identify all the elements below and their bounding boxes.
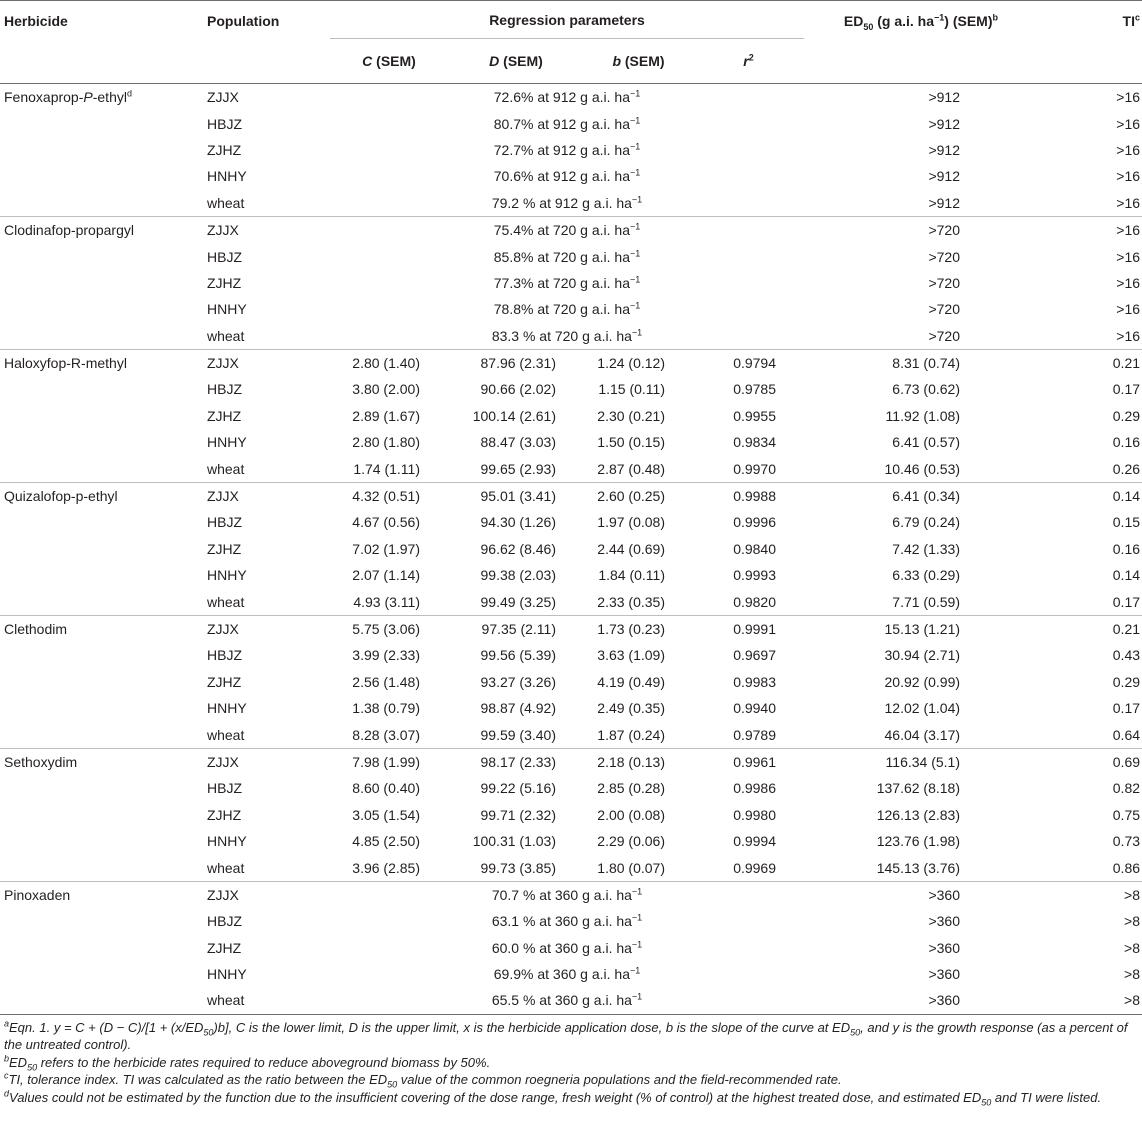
population-cell: ZJJX bbox=[203, 349, 330, 376]
ti-cell: 0.86 bbox=[1112, 859, 1141, 876]
population-cell: ZJJX bbox=[203, 482, 330, 509]
table-row bbox=[0, 615, 1142, 642]
herbicide-name bbox=[0, 961, 203, 987]
ti-cell: 0.29 bbox=[1112, 673, 1141, 690]
population-cell: ZJHZ bbox=[207, 141, 242, 158]
d-sem-cell: 99.59 (3.40) bbox=[480, 726, 556, 743]
ti-cell: >16 bbox=[1116, 115, 1141, 132]
d-sem-cell: 99.38 (2.03) bbox=[480, 567, 556, 584]
ed50-cell: >912 bbox=[928, 141, 961, 158]
header-ti: $TI^c$ bbox=[1122, 12, 1141, 29]
ti-cell: 0.82 bbox=[1112, 780, 1141, 797]
table-row bbox=[0, 642, 1142, 668]
ti-cell: >8 bbox=[1038, 881, 1142, 908]
ed50-cell: >360 bbox=[928, 939, 961, 956]
herbicide-name bbox=[0, 987, 203, 1014]
header-ed50: $ED_{50}$ (g a.i. $ha^{-1}$) (SEM)$^b$ bbox=[843, 12, 999, 32]
r2-cell: 0.9789 bbox=[733, 726, 777, 743]
d-sem-cell: 93.27 (3.26) bbox=[480, 673, 556, 690]
table-row bbox=[0, 987, 1142, 1014]
r2-cell: 0.9961 bbox=[693, 748, 804, 775]
ed50-cell: >360 bbox=[928, 913, 961, 930]
population-cell: HNHY bbox=[207, 833, 247, 850]
ed50-cell: 46.04 (3.17) bbox=[884, 726, 961, 743]
ti-cell: 0.64 bbox=[1112, 726, 1141, 743]
d-sem-cell: 90.66 (2.02) bbox=[480, 381, 556, 398]
d-sem-cell: 94.30 (1.26) bbox=[480, 514, 556, 531]
fresh-weight-cell: 72.7% at 912 g a.i. $ha^{-1}$ bbox=[493, 141, 641, 158]
header-b-sem: b (SEM) bbox=[612, 53, 665, 69]
table-row bbox=[0, 854, 1142, 881]
c-sem-cell: 3.96 (2.85) bbox=[352, 859, 420, 876]
d-sem-cell: 99.56 (5.39) bbox=[480, 647, 556, 664]
d-sem-cell: 99.22 (5.16) bbox=[480, 780, 556, 797]
ti-cell: 0.73 bbox=[1112, 833, 1141, 850]
d-sem-cell: 95.01 (3.41) bbox=[448, 482, 584, 509]
population-cell: ZJHZ bbox=[207, 673, 242, 690]
d-sem-cell: 99.65 (2.93) bbox=[480, 460, 556, 477]
population-cell: ZJHZ bbox=[207, 274, 242, 291]
ti-cell: 0.75 bbox=[1112, 806, 1141, 823]
table-row bbox=[0, 908, 1142, 934]
r2-cell: 0.9834 bbox=[733, 434, 777, 451]
herbicide-name bbox=[0, 721, 203, 748]
table-row bbox=[0, 695, 1142, 721]
population-cell: ZJJX bbox=[203, 881, 330, 908]
b-sem-cell: 1.84 (0.11) bbox=[598, 567, 665, 584]
herbicide-name bbox=[0, 802, 203, 828]
c-sem-cell: 1.74 (1.11) bbox=[353, 460, 420, 477]
herbicide-name: Sethoxydim bbox=[0, 748, 203, 775]
b-sem-cell: 2.29 (0.06) bbox=[597, 833, 665, 850]
d-sem-cell: 98.17 (2.33) bbox=[448, 748, 584, 775]
ed50-cell: 123.76 (1.98) bbox=[876, 833, 961, 850]
ed50-cell: >360 bbox=[804, 987, 1038, 1014]
ti-cell: >16 bbox=[1116, 248, 1141, 265]
ed50-cell: 116.34 (5.1) bbox=[804, 748, 1038, 775]
herbicide-name bbox=[0, 935, 203, 961]
ed50-cell: 7.71 (0.59) bbox=[892, 593, 961, 610]
d-sem-cell: 98.87 (4.92) bbox=[480, 700, 556, 717]
herbicide-name bbox=[0, 270, 203, 296]
population-cell: HBJZ bbox=[207, 248, 242, 265]
ti-cell: >16 bbox=[1116, 327, 1141, 344]
population-cell: ZJJX bbox=[203, 615, 330, 642]
d-sem-cell: 99.73 (3.85) bbox=[480, 859, 556, 876]
population-cell: ZJHZ bbox=[207, 540, 242, 557]
table-body bbox=[0, 84, 1142, 1015]
ti-cell: >16 bbox=[1116, 274, 1141, 291]
ed50-cell: 12.02 (1.04) bbox=[884, 700, 961, 717]
b-sem-cell: 2.60 (0.25) bbox=[584, 482, 693, 509]
d-sem-cell: 99.49 (3.25) bbox=[480, 593, 556, 610]
ti-cell: 0.21 bbox=[1038, 349, 1142, 376]
d-sem-cell: 87.96 (2.31) bbox=[448, 349, 584, 376]
r2-cell: 0.9794 bbox=[693, 349, 804, 376]
r2-cell: 0.9996 bbox=[733, 514, 777, 531]
ed50-cell: 15.13 (1.21) bbox=[804, 615, 1038, 642]
ti-cell: 0.16 bbox=[1112, 540, 1141, 557]
herbicide-name bbox=[0, 588, 203, 615]
fresh-weight-cell: 80.7% at 912 g a.i. $ha^{-1}$ bbox=[493, 114, 641, 132]
header-herbicide: Herbicide bbox=[4, 13, 68, 29]
header-regression-parameters: Regression parameters bbox=[330, 1, 804, 39]
c-sem-cell: 2.89 (1.67) bbox=[352, 407, 420, 424]
ti-cell: 0.17 bbox=[1112, 593, 1141, 610]
herbicide-name: Pinoxaden bbox=[0, 881, 203, 908]
b-sem-cell: 2.85 (0.28) bbox=[597, 780, 665, 797]
c-sem-cell: 1.38 (0.79) bbox=[352, 700, 420, 717]
table-row bbox=[0, 110, 1142, 136]
c-sem-cell: 8.28 (3.07) bbox=[352, 726, 420, 743]
b-sem-cell: 1.24 (0.12) bbox=[584, 349, 693, 376]
fresh-weight-cell: 79.2 % at 912 g a.i. $ha^{-1}$ bbox=[491, 194, 643, 211]
fresh-weight-cell: 70.7 % at 360 g a.i. $ha^{-1}$ bbox=[330, 881, 804, 908]
b-sem-cell: 1.80 (0.07) bbox=[597, 859, 665, 876]
d-sem-cell: 100.31 (1.03) bbox=[472, 833, 556, 850]
r2-cell: 0.9994 bbox=[733, 833, 777, 850]
footnotes bbox=[0, 1015, 1142, 1107]
b-sem-cell: 2.18 (0.13) bbox=[584, 748, 693, 775]
ed50-cell: >912 bbox=[928, 89, 961, 106]
ed50-cell: >912 bbox=[928, 115, 961, 132]
ti-cell: >8 bbox=[1124, 966, 1141, 983]
population-cell: ZJJX bbox=[203, 748, 330, 775]
ti-cell: >16 bbox=[1116, 141, 1141, 158]
r2-cell: 0.9840 bbox=[733, 540, 777, 557]
b-sem-cell: 1.87 (0.24) bbox=[597, 726, 665, 743]
table-row bbox=[0, 669, 1142, 695]
herbicide-name bbox=[0, 828, 203, 854]
b-sem-cell: 1.15 (0.11) bbox=[598, 381, 665, 398]
ti-cell: >16 bbox=[1116, 89, 1141, 106]
table-row bbox=[0, 881, 1142, 908]
c-sem-cell: 4.93 (3.11) bbox=[353, 593, 420, 610]
herbicide-name: Clodinafop-propargyl bbox=[0, 216, 203, 243]
population-cell: HNHY bbox=[207, 301, 247, 318]
herbicide-name: Haloxyfop-R-methyl bbox=[0, 349, 203, 376]
d-sem-cell: 99.71 (2.32) bbox=[480, 806, 556, 823]
ed50-cell: 6.79 (0.24) bbox=[892, 514, 961, 531]
c-sem-cell: 3.80 (2.00) bbox=[352, 381, 420, 398]
ti-cell: >16 bbox=[1116, 168, 1141, 185]
herbicide-name bbox=[0, 323, 203, 350]
d-sem-cell: 96.62 (8.46) bbox=[480, 540, 556, 557]
population-cell: HNHY bbox=[207, 567, 247, 584]
population-cell: HBJZ bbox=[207, 381, 242, 398]
r2-cell: 0.9993 bbox=[733, 567, 777, 584]
r2-cell: 0.9986 bbox=[733, 780, 777, 797]
r2-cell: 0.9983 bbox=[733, 673, 777, 690]
ti-cell: 0.16 bbox=[1112, 434, 1141, 451]
table-row bbox=[0, 455, 1142, 482]
b-sem-cell: 4.19 (0.49) bbox=[597, 673, 665, 690]
footnote-b: $^bED_{50}$ refers to the herbicide rates required to reduce aboveground biomass by 50%. bbox=[4, 1053, 491, 1073]
ti-cell: 0.15 bbox=[1112, 514, 1141, 531]
ed50-cell: 6.41 (0.57) bbox=[892, 434, 961, 451]
table-row bbox=[0, 84, 1142, 111]
fresh-weight-cell: 63.1 % at 360 g a.i. $ha^{-1}$ bbox=[491, 912, 643, 930]
ti-cell: 0.43 bbox=[1112, 647, 1141, 664]
table-row bbox=[0, 721, 1142, 748]
population-cell: wheat bbox=[207, 593, 245, 610]
table-row bbox=[0, 562, 1142, 588]
footnote-a: $^a$Eqn. 1. $y = C + (D - C)/[1 + (x/ED_{50})b]$, C is the lower limit, D is the upper limit, x is the herbicide application dose, b is the slope of the curve at $ED_{50}$, and y is the growth response (as a percent of the untreated control). bbox=[4, 1018, 1128, 1053]
ed50-cell: >360 bbox=[928, 966, 961, 983]
ti-cell: >16 bbox=[1116, 301, 1141, 318]
herbicide-name bbox=[0, 509, 203, 535]
population-cell: ZJHZ bbox=[207, 939, 242, 956]
population-cell: wheat bbox=[207, 327, 245, 344]
c-sem-cell: 2.80 (1.80) bbox=[352, 434, 420, 451]
header-c-sem: C (SEM) bbox=[362, 53, 416, 69]
ti-cell: >8 bbox=[1124, 939, 1141, 956]
ti-cell: 0.21 bbox=[1038, 615, 1142, 642]
herbicide-name bbox=[0, 376, 203, 402]
population-cell: HNHY bbox=[207, 966, 247, 983]
ti-cell: 0.14 bbox=[1112, 567, 1141, 584]
b-sem-cell: 1.50 (0.15) bbox=[597, 434, 665, 451]
ed50-cell: >720 bbox=[928, 274, 961, 291]
d-sem-cell: 100.14 (2.61) bbox=[472, 407, 556, 424]
c-sem-cell: 4.85 (2.50) bbox=[352, 833, 420, 850]
footnote-d: $^d$Values could not be estimated by the function due to the insufficient covering of the dose range, fresh weight (% of control) at the highest treated dose, and estimated $ED_{50}$ and TI were listed. bbox=[4, 1088, 1102, 1108]
ed50-cell: >720 bbox=[928, 301, 961, 318]
herbicide-name bbox=[0, 695, 203, 721]
herbicide-name bbox=[0, 163, 203, 189]
herbicide-name: Clethodim bbox=[0, 615, 203, 642]
c-sem-cell: 7.98 (1.99) bbox=[330, 748, 448, 775]
herbicide-name bbox=[0, 455, 203, 482]
b-sem-cell: 2.87 (0.48) bbox=[597, 460, 665, 477]
r2-cell: 0.9785 bbox=[733, 381, 777, 398]
fresh-weight-cell: 72.6% at 912 g a.i. $ha^{-1}$ bbox=[493, 88, 641, 106]
r2-cell: 0.9980 bbox=[733, 806, 777, 823]
r2-cell: 0.9991 bbox=[693, 615, 804, 642]
d-sem-cell: 97.35 (2.11) bbox=[448, 615, 584, 642]
table-row bbox=[0, 509, 1142, 535]
ed50-cell: 6.73 (0.62) bbox=[892, 381, 961, 398]
population-cell: wheat bbox=[207, 859, 245, 876]
b-sem-cell: 2.00 (0.08) bbox=[597, 806, 665, 823]
fresh-weight-cell: 60.0 % at 360 g a.i. $ha^{-1}$ bbox=[491, 939, 643, 956]
ti-cell: >8 bbox=[1124, 913, 1141, 930]
table-row bbox=[0, 243, 1142, 269]
ed50-cell: 7.42 (1.33) bbox=[892, 540, 961, 557]
population-cell: ZJHZ bbox=[207, 407, 242, 424]
fresh-weight-cell: 75.4% at 720 g a.i. $ha^{-1}$ bbox=[330, 216, 804, 243]
table-row bbox=[0, 376, 1142, 402]
table-row bbox=[0, 802, 1142, 828]
c-sem-cell: 4.67 (0.56) bbox=[352, 514, 420, 531]
table-row bbox=[0, 429, 1142, 455]
table-row bbox=[0, 828, 1142, 854]
fresh-weight-cell: 70.6% at 912 g a.i. $ha^{-1}$ bbox=[493, 167, 641, 185]
c-sem-cell: 2.80 (1.40) bbox=[330, 349, 448, 376]
b-sem-cell: 1.97 (0.08) bbox=[597, 514, 665, 531]
c-sem-cell: 7.02 (1.97) bbox=[352, 540, 420, 557]
herbicide-name bbox=[0, 562, 203, 588]
population-cell: HNHY bbox=[207, 168, 247, 185]
b-sem-cell: 2.33 (0.35) bbox=[597, 593, 665, 610]
c-sem-cell: 2.07 (1.14) bbox=[352, 567, 420, 584]
ti-cell: 0.17 bbox=[1112, 700, 1141, 717]
c-sem-cell: 5.75 (3.06) bbox=[330, 615, 448, 642]
ed50-cell: 20.92 (0.99) bbox=[884, 673, 961, 690]
population-cell: HBJZ bbox=[207, 514, 242, 531]
herbicide-name bbox=[0, 536, 203, 562]
fresh-weight-cell: 83.3 % at 720 g a.i. $ha^{-1}$ bbox=[491, 327, 643, 344]
herbicide-name bbox=[0, 908, 203, 934]
table-row bbox=[0, 349, 1142, 376]
population-cell: wheat bbox=[207, 460, 245, 477]
herbicide-name bbox=[0, 296, 203, 322]
r2-cell: 0.9970 bbox=[733, 460, 777, 477]
ti-cell: 0.29 bbox=[1112, 407, 1141, 424]
header-r2: $r^2$ bbox=[743, 52, 754, 69]
fresh-weight-cell: 77.3% at 720 g a.i. $ha^{-1}$ bbox=[493, 274, 641, 291]
population-cell: ZJJX bbox=[203, 216, 330, 243]
herbicide-name bbox=[0, 243, 203, 269]
ed50-cell: >360 bbox=[804, 881, 1038, 908]
b-sem-cell: 2.44 (0.69) bbox=[597, 540, 665, 557]
b-sem-cell: 3.63 (1.09) bbox=[597, 647, 665, 664]
r2-cell: 0.9955 bbox=[733, 407, 777, 424]
fresh-weight-cell: 78.8% at 720 g a.i. $ha^{-1}$ bbox=[493, 300, 641, 318]
table-row bbox=[0, 190, 1142, 217]
ti-cell: 0.69 bbox=[1038, 748, 1142, 775]
herbicide-name bbox=[0, 775, 203, 801]
table-row bbox=[0, 216, 1142, 243]
r2-cell: 0.9820 bbox=[733, 593, 777, 610]
ti-cell: >16 bbox=[1116, 194, 1141, 211]
b-sem-cell: 2.30 (0.21) bbox=[597, 407, 665, 424]
population-cell: HNHY bbox=[207, 700, 247, 717]
herbicide-name bbox=[0, 110, 203, 136]
herbicide-name: Quizalofop-p-ethyl bbox=[0, 482, 203, 509]
table-row bbox=[0, 296, 1142, 322]
population-cell: HBJZ bbox=[207, 913, 242, 930]
ed50-cell: 6.41 (0.34) bbox=[804, 482, 1038, 509]
table-row bbox=[0, 163, 1142, 189]
r2-cell: 0.9697 bbox=[733, 647, 777, 664]
table-row bbox=[0, 482, 1142, 509]
herbicide-name bbox=[0, 403, 203, 429]
herbicide-name bbox=[0, 854, 203, 881]
population-cell: HBJZ bbox=[207, 647, 242, 664]
population-cell: wheat bbox=[207, 726, 245, 743]
ed50-cell: 145.13 (3.76) bbox=[876, 859, 961, 876]
ed50-cell: 137.62 (8.18) bbox=[876, 780, 961, 797]
ti-cell: >8 bbox=[1038, 987, 1142, 1014]
c-sem-cell: 8.60 (0.40) bbox=[352, 780, 420, 797]
ed50-cell: >720 bbox=[804, 216, 1038, 243]
ti-cell: >16 bbox=[1038, 216, 1142, 243]
ti-cell: 0.26 bbox=[1112, 460, 1141, 477]
herbicide-name bbox=[0, 642, 203, 668]
ed50-cell: 8.31 (0.74) bbox=[804, 349, 1038, 376]
table-row bbox=[0, 935, 1142, 961]
ed50-cell: >720 bbox=[928, 327, 961, 344]
c-sem-cell: 2.56 (1.48) bbox=[352, 673, 420, 690]
ed50-cell: 6.33 (0.29) bbox=[892, 567, 961, 584]
table-row bbox=[0, 748, 1142, 775]
population-cell: HBJZ bbox=[207, 115, 242, 132]
r2-cell: 0.9940 bbox=[733, 700, 777, 717]
d-sem-cell: 88.47 (3.03) bbox=[480, 434, 556, 451]
fresh-weight-cell: 69.9% at 360 g a.i. $ha^{-1}$ bbox=[493, 965, 641, 983]
table-row bbox=[0, 536, 1142, 562]
herbicide-name: Fenoxaprop-P-ethyl$^d$ bbox=[4, 88, 132, 106]
table-row bbox=[0, 403, 1142, 429]
ed50-cell: 11.92 (1.08) bbox=[885, 407, 961, 424]
b-sem-cell: 1.73 (0.23) bbox=[584, 615, 693, 642]
header-population: Population bbox=[207, 13, 280, 29]
ed50-cell: 10.46 (0.53) bbox=[884, 460, 961, 477]
table-row bbox=[0, 961, 1142, 987]
header-d-sem: D (SEM) bbox=[489, 53, 543, 69]
table-row bbox=[0, 270, 1142, 296]
herbicide-name bbox=[0, 137, 203, 163]
population-cell: HBJZ bbox=[207, 780, 242, 797]
fresh-weight-cell: 85.8% at 720 g a.i. $ha^{-1}$ bbox=[493, 247, 641, 265]
population-cell: ZJJX bbox=[207, 89, 239, 106]
population-cell: ZJHZ bbox=[207, 806, 242, 823]
b-sem-cell: 2.49 (0.35) bbox=[597, 700, 665, 717]
fresh-weight-cell: 65.5 % at 360 g a.i. $ha^{-1}$ bbox=[330, 987, 804, 1014]
r2-cell: 0.9969 bbox=[733, 859, 777, 876]
c-sem-cell: 3.99 (2.33) bbox=[352, 647, 420, 664]
ed50-cell: >912 bbox=[928, 168, 961, 185]
ti-cell: 0.17 bbox=[1112, 381, 1141, 398]
herbicide-name bbox=[0, 669, 203, 695]
footnote-c: $^c$TI, tolerance index. TI was calculated as the ratio between the $ED_{50}$ value of the common roegneria populations and the field-recommended rate. bbox=[4, 1070, 842, 1090]
table-row bbox=[0, 137, 1142, 163]
c-sem-cell: 3.05 (1.54) bbox=[352, 806, 420, 823]
population-cell: HNHY bbox=[207, 434, 247, 451]
c-sem-cell: 4.32 (0.51) bbox=[330, 482, 448, 509]
ed50-cell: >912 bbox=[928, 194, 961, 211]
population-cell: wheat bbox=[207, 194, 245, 211]
herbicide-name bbox=[0, 190, 203, 217]
table-row bbox=[0, 323, 1142, 350]
herbicide-name bbox=[0, 429, 203, 455]
population-cell: wheat bbox=[203, 987, 330, 1014]
ed50-cell: 126.13 (2.83) bbox=[876, 806, 961, 823]
ed50-cell: >720 bbox=[928, 248, 961, 265]
table-row bbox=[0, 588, 1142, 615]
ed50-cell: 30.94 (2.71) bbox=[884, 647, 961, 664]
table-row bbox=[0, 775, 1142, 801]
r2-cell: 0.9988 bbox=[693, 482, 804, 509]
ti-cell: 0.14 bbox=[1038, 482, 1142, 509]
